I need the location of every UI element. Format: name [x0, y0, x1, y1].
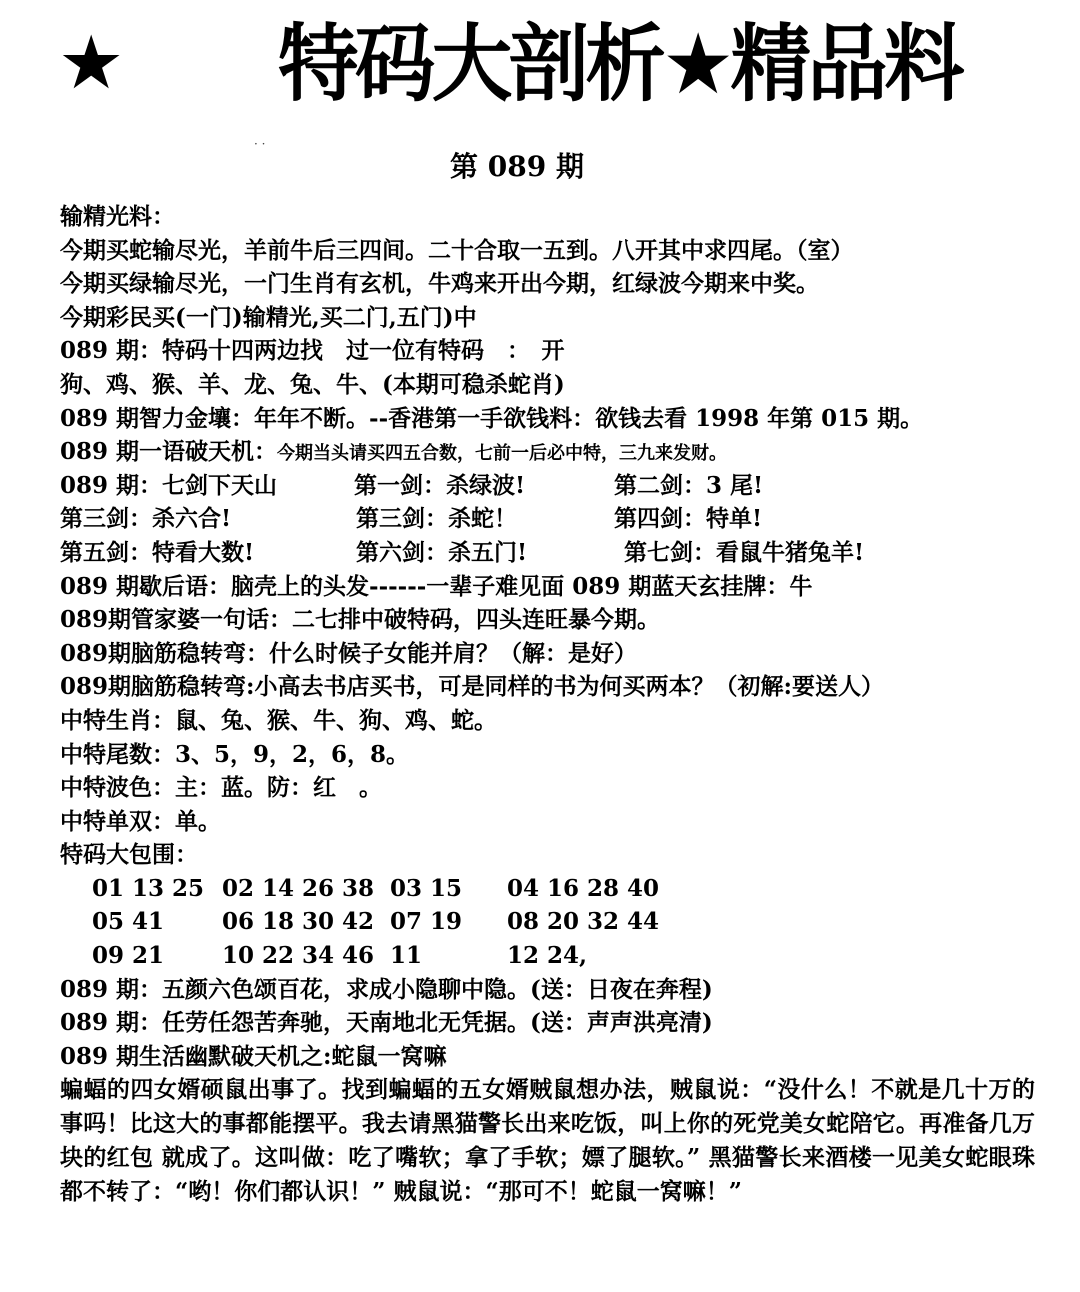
sword-row	[60, 469, 1045, 503]
number-row	[60, 872, 1045, 906]
text-line: 089 期智力金壤：年年不断。--香港第一手欲钱料：欲钱去看 1998 年第 015 期。	[60, 404, 924, 432]
number-group: 06 18 30 42	[222, 908, 375, 936]
number-group: 08 20 32 44	[507, 908, 660, 936]
story-paragraph: 蝙蝠的四女婿硕鼠出事了。找到蝙蝠的五女婿贼鼠想办法，贼鼠说：“没什么！不就是几十万的事吗！比这大的事都能摆平。我去请黑猫警长出来吃饭，叫上你的死党美女蛇陪它。再准备几万块的红包 就成了。这叫做：吃了嘴软；拿了手软；嫖了腿软。” 黑猫警长来酒楼一见美女蛇眼珠都不转了：“哟！你们都认识！” 贼鼠说：“那可不！蛇鼠一窝嘛！”	[60, 1076, 1035, 1206]
text-line: 狗、鸡、猴、羊、龙、兔、牛、(本期可稳杀蛇肖)	[60, 370, 565, 398]
section-heading: 特码大包围：	[60, 841, 198, 869]
header	[0, 0, 1080, 151]
decorative-dots: · ·	[254, 137, 266, 151]
number-row	[60, 939, 1045, 973]
text-line: 中特尾数：3、5，9，2，6，8。	[60, 740, 410, 768]
main-title: 特码大剖析★精品料	[278, 15, 961, 113]
sword-cell: 第四剑：特单!	[614, 505, 763, 533]
sword-cell: 第五剑：特看大数!	[60, 538, 255, 566]
number-row	[60, 905, 1045, 939]
text-line: 089期脑筋稳转弯：什么时候子女能并肩？（解：是好）	[60, 639, 638, 667]
sword-cell: 第一剑：杀绿波!	[354, 471, 526, 499]
sword-row	[60, 502, 1045, 536]
number-group: 10 22 34 46	[222, 942, 375, 970]
star-icon: ★	[58, 20, 125, 106]
text-line: 今期买蛇输尽光，羊前牛后三四间。二十合取一五到。八开其中求四尾。（室）	[60, 236, 854, 264]
content-body	[60, 200, 1045, 1209]
section-heading: 输精光料：	[60, 203, 175, 230]
sword-cell: 第三剑：杀蛇！	[356, 505, 517, 533]
text-line: 089 期生活幽默破天机之:蛇鼠一窝嘛	[60, 1042, 447, 1070]
line-detail: 今期当头请买四五合数，七前一后必中特，三九来发财。	[277, 443, 728, 465]
sword-cell: 089 期：七剑下天山	[60, 471, 278, 499]
number-group: 03 15	[390, 874, 463, 902]
sword-cell: 第七剑：看鼠牛猪兔羊!	[624, 538, 865, 566]
text-line: 中特波色：主：蓝。防：红 。	[60, 774, 382, 802]
number-group: 11	[390, 942, 423, 970]
text-line: 今期彩民买(一门)输精光,买二门,五门)中	[60, 303, 477, 331]
number-group: 01 13 25	[92, 874, 205, 902]
number-group: 09 21	[92, 942, 165, 970]
text-line: 中特单双：单。	[60, 807, 221, 835]
number-group: 02 14 26 38	[222, 874, 375, 902]
line-label: 089 期一语破天机：	[60, 438, 278, 466]
text-line: 089 期：五颜六色颂百花，求成小隐聊中隐。(送：日夜在奔程)	[60, 975, 713, 1003]
issue-number: 第 089 期	[450, 150, 584, 183]
sword-cell: 第六剑：杀五门!	[356, 538, 528, 566]
text-line: 089 期：任劳任怨苦奔驰，天南地北无凭据。(送：声声洪亮清)	[60, 1009, 713, 1037]
number-group: 04 16 28 40	[507, 874, 660, 902]
number-group: 12 24,	[507, 942, 588, 970]
number-group: 07 19	[390, 908, 463, 936]
number-group: 05 41	[92, 908, 165, 936]
text-line: 089 期歇后语：脑壳上的头发------一辈子难见面 089 期蓝天玄挂牌：牛	[60, 572, 813, 600]
sword-cell: 第三剑：杀六合!	[60, 505, 232, 533]
text-line: 中特生肖：鼠、兔、猴、牛、狗、鸡、蛇。	[60, 706, 497, 734]
text-line: 089 期：特码十四两边找 过一位有特码 ： 开	[60, 337, 565, 365]
text-line: 089期脑筋稳转弯:小高去书店买书，可是同样的书为何买两本？（初解:要送人）	[60, 673, 884, 701]
text-line: 089期管家婆一句话：二七排中破特码，四头连旺暴今期。	[60, 606, 661, 634]
text-line: 今期买绿输尽光，一门生肖有玄机，牛鸡来开出今期，红绿波今期来中奖。	[60, 270, 819, 298]
text-line	[60, 435, 1045, 469]
sword-cell: 第二剑：3 尾!	[614, 471, 764, 499]
sword-row	[60, 536, 1045, 570]
